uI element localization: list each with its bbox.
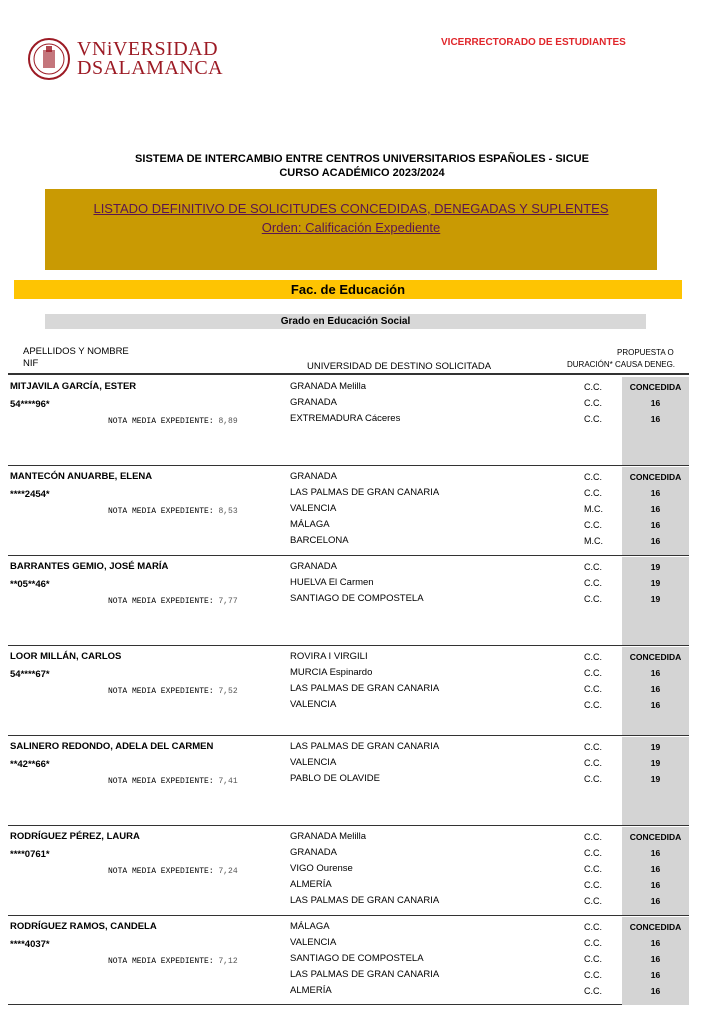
request-row: [8, 921, 689, 937]
request-duration: C.C.: [584, 488, 602, 498]
request-result: CONCEDIDA: [629, 652, 682, 662]
request-result: 16: [650, 520, 661, 530]
request-result: 16: [650, 954, 661, 964]
average-grade-value: 7,41: [218, 777, 238, 786]
destination-university: ALMERÍA: [290, 985, 332, 996]
student-record: [8, 467, 689, 557]
request-duration: C.C.: [584, 938, 602, 948]
student-name: SALINERO REDONDO, ADELA DEL CARMEN: [10, 741, 214, 752]
column-header-cause: CAUSA DENEG.: [615, 360, 676, 369]
request-row: [8, 667, 689, 683]
average-grade-label: NOTA MEDIA EXPEDIENTE:: [108, 507, 214, 516]
student-name: MANTECÓN ANUARBE, ELENA: [10, 471, 153, 482]
system-title: SISTEMA DE INTERCAMBIO ENTRE CENTROS UNIVERSITARIOS ESPAÑOLES - SICUE: [135, 153, 589, 165]
destination-university: LAS PALMAS DE GRAN CANARIA: [290, 683, 440, 694]
student-nif: ****2454*: [10, 489, 50, 500]
request-row: [8, 535, 689, 551]
average-grade-value: 8,89: [218, 417, 238, 426]
student-record: [8, 917, 689, 1007]
destination-university: EXTREMADURA Cáceres: [290, 413, 401, 424]
average-grade-label: NOTA MEDIA EXPEDIENTE:: [108, 687, 214, 696]
request-row: [8, 937, 689, 953]
request-result: CONCEDIDA: [629, 832, 682, 842]
student-name: RODRÍGUEZ RAMOS, CANDELA: [10, 921, 157, 932]
average-grade-label: NOTA MEDIA EXPEDIENTE:: [108, 417, 214, 426]
request-duration: C.C.: [584, 700, 602, 710]
request-result: 16: [650, 398, 661, 408]
logo-text-line1: VNiVERSIDAD: [77, 38, 219, 60]
destination-university: GRANADA: [290, 397, 337, 408]
destination-university: MÁLAGA: [290, 921, 330, 932]
request-duration: C.C.: [584, 520, 602, 530]
request-row: [8, 773, 689, 789]
request-duration: C.C.: [584, 398, 602, 408]
request-duration: C.C.: [584, 472, 602, 482]
column-header-nif: NIF: [23, 358, 39, 369]
request-duration: C.C.: [584, 414, 602, 424]
request-duration: M.C.: [584, 536, 603, 546]
average-grade-value: 7,12: [218, 957, 238, 966]
request-duration: C.C.: [584, 896, 602, 906]
request-duration: C.C.: [584, 954, 602, 964]
student-record: [8, 557, 689, 647]
student-nif: ****0761*: [10, 849, 50, 860]
banner-title: LISTADO DEFINITIVO DE SOLICITUDES CONCEDIDAS, DENEGADAS Y SUPLENTES: [93, 201, 609, 216]
request-row: [8, 471, 689, 487]
request-result: 16: [650, 414, 661, 424]
destination-university: VALENCIA: [290, 757, 337, 768]
request-result: 16: [650, 700, 661, 710]
destination-university: SANTIAGO DE COMPOSTELA: [290, 593, 424, 604]
request-row: [8, 381, 689, 397]
average-grade-label: NOTA MEDIA EXPEDIENTE:: [108, 777, 214, 786]
request-result: 16: [650, 986, 661, 996]
student-name: RODRÍGUEZ PÉREZ, LAURA: [10, 831, 140, 842]
column-header-proposal: PROPUESTA O: [617, 348, 674, 357]
destination-university: VIGO Ourense: [290, 863, 353, 874]
request-duration: C.C.: [584, 970, 602, 980]
request-result: 16: [650, 864, 661, 874]
student-nif: **05**46*: [10, 579, 50, 590]
request-row: [8, 831, 689, 847]
request-result: 19: [650, 742, 661, 752]
request-row: [8, 519, 689, 535]
destination-university: LAS PALMAS DE GRAN CANARIA: [290, 969, 440, 980]
request-result: 19: [650, 758, 661, 768]
destination-university: MÁLAGA: [290, 519, 330, 530]
request-duration: C.C.: [584, 774, 602, 784]
destination-university: LAS PALMAS DE GRAN CANARIA: [290, 741, 440, 752]
destination-university: VALENCIA: [290, 503, 337, 514]
request-duration: C.C.: [584, 880, 602, 890]
request-duration: C.C.: [584, 986, 602, 996]
request-row: [8, 699, 689, 715]
request-row: [8, 985, 689, 1001]
banner-order: Orden: Calificación Expediente: [261, 220, 441, 235]
vicerrectorado-heading: VICERRECTORADO DE ESTUDIANTES: [441, 37, 626, 48]
student-record: [8, 827, 689, 917]
request-result: 16: [650, 938, 661, 948]
request-row: [8, 561, 689, 577]
request-duration: C.C.: [584, 742, 602, 752]
request-result: 16: [650, 970, 661, 980]
student-nif: ****4037*: [10, 939, 50, 950]
destination-university: GRANADA: [290, 561, 337, 572]
request-duration: C.C.: [584, 668, 602, 678]
request-row: [8, 487, 689, 503]
request-result: 16: [650, 896, 661, 906]
request-row: [8, 847, 689, 863]
student-name: BARRANTES GEMIO, JOSÉ MARÍA: [10, 561, 169, 572]
destination-university: LAS PALMAS DE GRAN CANARIA: [290, 487, 440, 498]
destination-university: VALENCIA: [290, 699, 337, 710]
degree-bar: Grado en Educación Social: [45, 314, 646, 329]
destination-university: LAS PALMAS DE GRAN CANARIA: [290, 895, 440, 906]
request-row: [8, 863, 689, 879]
student-nif: 54****96*: [10, 399, 50, 410]
average-grade-value: 7,24: [218, 867, 238, 876]
column-header-duration: DURACIÓN*: [567, 360, 613, 369]
request-result: CONCEDIDA: [629, 472, 682, 482]
request-row: [8, 683, 689, 699]
course-title: CURSO ACADÉMICO 2023/2024: [279, 167, 445, 179]
request-result: 16: [650, 684, 661, 694]
request-result: 16: [650, 668, 661, 678]
request-result: 19: [650, 594, 661, 604]
destination-university: PABLO DE OLAVIDE: [290, 773, 380, 784]
request-duration: C.C.: [584, 922, 602, 932]
request-result: 19: [650, 578, 661, 588]
student-record: [8, 377, 689, 467]
student-name: MITJAVILA GARCÍA, ESTER: [10, 381, 137, 392]
request-result: CONCEDIDA: [629, 922, 682, 932]
destination-university: SANTIAGO DE COMPOSTELA: [290, 953, 424, 964]
average-grade-value: 7,52: [218, 687, 238, 696]
request-duration: C.C.: [584, 758, 602, 768]
listing-banner: [45, 189, 657, 270]
request-result: CONCEDIDA: [629, 382, 682, 392]
destination-university: MURCIA Espinardo: [290, 667, 373, 678]
request-duration: C.C.: [584, 684, 602, 694]
request-result: 19: [650, 774, 661, 784]
request-duration: C.C.: [584, 848, 602, 858]
request-result: 16: [650, 880, 661, 890]
logo-text-line2: DSALAMANCA: [77, 57, 224, 79]
request-row: [8, 969, 689, 985]
student-record: [8, 647, 689, 737]
destination-university: BARCELONA: [290, 535, 349, 546]
request-row: [8, 651, 689, 667]
column-header-university: UNIVERSIDAD DE DESTINO SOLICITADA: [307, 361, 492, 372]
request-row: [8, 593, 689, 609]
request-row: [8, 879, 689, 895]
request-result: 16: [650, 488, 661, 498]
request-duration: M.C.: [584, 504, 603, 514]
request-row: [8, 503, 689, 519]
request-duration: C.C.: [584, 652, 602, 662]
destination-university: GRANADA: [290, 847, 337, 858]
student-record: [8, 737, 689, 827]
student-nif: **42**66*: [10, 759, 50, 770]
average-grade-label: NOTA MEDIA EXPEDIENTE:: [108, 867, 214, 876]
request-duration: C.C.: [584, 832, 602, 842]
request-row: [8, 741, 689, 757]
university-logo: [27, 37, 224, 83]
destination-university: ALMERÍA: [290, 879, 332, 890]
request-result: 16: [650, 848, 661, 858]
request-row: [8, 953, 689, 969]
request-duration: C.C.: [584, 594, 602, 604]
request-row: [8, 577, 689, 593]
request-duration: C.C.: [584, 382, 602, 392]
average-grade-label: NOTA MEDIA EXPEDIENTE:: [108, 957, 214, 966]
average-grade-value: 7,77: [218, 597, 238, 606]
student-nif: 54****67*: [10, 669, 50, 680]
request-result: 16: [650, 504, 661, 514]
average-grade-value: 8,53: [218, 507, 238, 516]
student-name: LOOR MILLÁN, CARLOS: [10, 651, 122, 662]
column-header-name: APELLIDOS Y NOMBRE: [23, 346, 129, 357]
request-row: [8, 413, 689, 429]
university-seal-icon: [27, 37, 71, 81]
faculty-bar: Fac. de Educación: [14, 280, 682, 299]
destination-university: GRANADA Melilla: [290, 381, 367, 392]
request-duration: C.C.: [584, 562, 602, 572]
request-result: 16: [650, 536, 661, 546]
header-rule: [8, 373, 689, 375]
request-row: [8, 757, 689, 773]
destination-university: HUELVA El Carmen: [290, 577, 374, 588]
destination-university: GRANADA: [290, 471, 337, 482]
request-row: [8, 397, 689, 413]
request-row: [8, 895, 689, 911]
request-duration: C.C.: [584, 578, 602, 588]
average-grade-label: NOTA MEDIA EXPEDIENTE:: [108, 597, 214, 606]
request-result: 19: [650, 562, 661, 572]
request-duration: C.C.: [584, 864, 602, 874]
destination-university: GRANADA Melilla: [290, 831, 367, 842]
destination-university: VALENCIA: [290, 937, 337, 948]
destination-university: ROVIRA I VIRGILI: [290, 651, 368, 662]
